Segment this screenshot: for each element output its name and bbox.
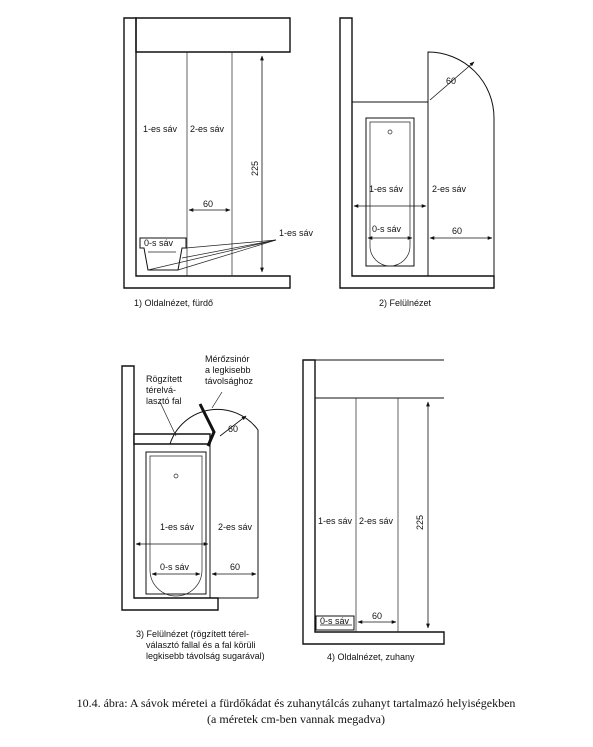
p4-wall [303, 360, 444, 644]
p4-zone1-label: 1-es sáv [318, 516, 353, 526]
p4-zone2-label: 2-es sáv [359, 516, 394, 526]
p3-dim60-label: 60 [230, 562, 241, 572]
p2-zone2-label: 2-es sáv [432, 184, 467, 194]
panel-4-side-view-shower [303, 360, 444, 662]
p1-zone0-label: 0-s sáv [144, 238, 174, 248]
p4-dim225-label: 225 [415, 514, 425, 530]
p3-arc-dim-label: 60 [228, 424, 239, 434]
p3-cord-label-2: a legkisebb [205, 365, 251, 375]
p3-fixed-wall-label-2: térelvá- [146, 385, 177, 395]
p2-arc-dim-label: 60 [446, 76, 457, 86]
p3-fixed-wall-label-3: lasztó fal [146, 396, 182, 406]
p2-reach-arc [428, 52, 494, 276]
p4-caption: 4) Oldalnézet, zuhany [327, 652, 415, 662]
panel-1-side-view-bath [124, 18, 314, 308]
p3-cord-label-1: Mérőzsinór [205, 354, 250, 364]
p1-zone2-label: 2-es sáv [190, 124, 225, 134]
p3-fixed-wall-label-1: Rögzített [146, 374, 183, 384]
panel-3-top-view-partition [122, 354, 265, 661]
p3-cord-label-3: távolsághoz [205, 376, 254, 386]
p1-zone1-label: 1-es sáv [143, 124, 178, 134]
p1-dim60-label: 60 [203, 199, 214, 209]
p3-caption-2: választó fallal és a fal körüli [146, 640, 256, 650]
p4-zone0-label: 0-s sáv [320, 616, 350, 626]
p2-zone0-label: 0-s sáv [372, 224, 402, 234]
p2-dim60-label: 60 [452, 226, 463, 236]
figure-caption-line-1: 10.4. ábra: A sávok méretei a fürdőkádat és zuhanytálcás zuhanyt tartalmazó helyiségekben [76, 696, 516, 710]
p2-caption: 2) Felülnézet [379, 298, 432, 308]
p3-caption-3: legkisebb távolság sugarával) [146, 651, 265, 661]
p1-ceiling [136, 18, 290, 52]
p3-caption-1: 3) Felülnézet (rögzített térel- [136, 629, 250, 639]
p2-wall [340, 18, 494, 288]
panel-2-top-view [340, 18, 494, 308]
p4-dim60-label: 60 [372, 611, 383, 621]
p3-zone2-label: 2-es sáv [218, 522, 253, 532]
p3-zone1-label: 1-es sáv [160, 522, 195, 532]
p1-zone1-callout: 1-es sáv [279, 228, 314, 238]
figure-caption-line-2: (a méretek cm-ben vannak megadva) [207, 712, 385, 726]
p3-zone0-label: 0-s sáv [160, 562, 190, 572]
p2-zone1-label: 1-es sáv [369, 184, 404, 194]
p1-caption: 1) Oldalnézet, fürdő [134, 298, 214, 308]
p1-dim225-label: 225 [250, 160, 260, 176]
